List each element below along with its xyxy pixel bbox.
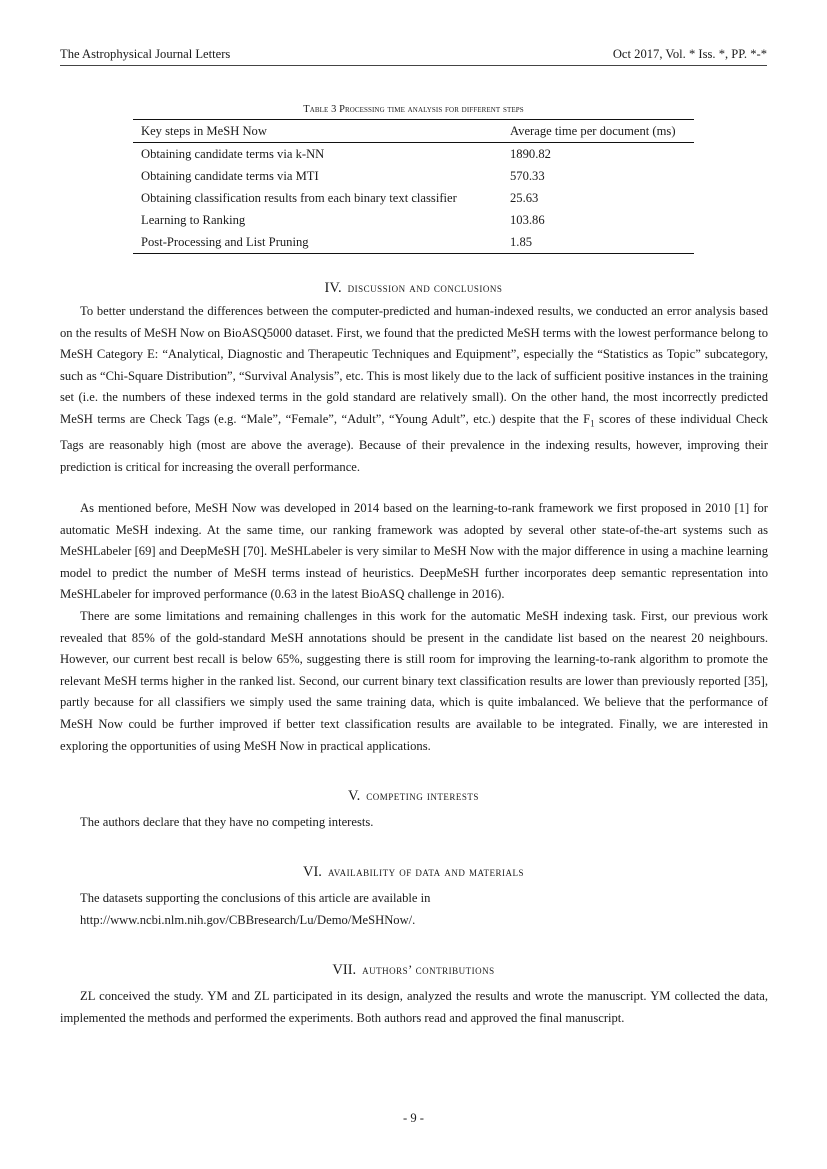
table-cell-time: 1.85 bbox=[502, 231, 694, 254]
contributions-text: ZL conceived the study. YM and ZL participated in its design, analyzed the results and wrote the manuscript. YM collected the data, implemented the methods and performed the experiments. Both authors read and approved the final manuscript. bbox=[60, 989, 768, 1025]
discussion-paragraph-2: As mentioned before, MeSH Now was developed in 2014 based on the learning-to-rank framework we first proposed in 2010 [1] for automatic MeSH indexing. At the same time, our ranking framework was adopted by several other state-of-the-art systems such as MeSHLabeler [69] and DeepMeSH [70]. MeSHLabeler is very similar to MeSH Now with the major difference in using a machine learning model to predict the number of MeSH terms instead of heuristics. DeepMeSH further incorporates deep semantic representation into MeSHLabeler for improved performance (0.63 in the latest BioASQ challenge in 2016). bbox=[60, 501, 768, 602]
subscript: 1 bbox=[590, 418, 595, 429]
table-row bbox=[133, 187, 694, 209]
page-number: - 9 - bbox=[403, 1111, 424, 1125]
running-header bbox=[60, 47, 767, 66]
section-number: VI. bbox=[303, 864, 322, 880]
section-title: discussion and conclusions bbox=[347, 281, 503, 295]
table-cell-step: Obtaining candidate terms via k-NN bbox=[141, 146, 325, 161]
availability-text bbox=[80, 888, 768, 931]
processing-time-table bbox=[133, 119, 694, 254]
section-number: V. bbox=[348, 788, 361, 804]
section-number: VII. bbox=[332, 962, 357, 978]
section-title: authors’ contributions bbox=[362, 963, 495, 977]
paragraph-text: To better understand the differences between the computer-predicted and human-indexed results, we conducted an error analysis based on the results of MeSH Now on BioASQ5000 dataset. First, we found that the predicted MeSH terms with the lowest performance belong to MeSH Category E: “Analytical, Diagnostic and Therapeutic Techniques and Equipment”, especially the “Statistics as Topic” subcategory, such as “Chi-Square Distribution”, “Survival Analysis”, etc. This is most likely due to the lack of sufficient positive instances in the training set (i.e. the numbers of these indexed terms in the gold standard are relatively small). On the other hand, the most incorrectly predicted MeSH terms are Check Tags (e.g. “Male”, “Female”, “Adult”, “Young Adult”, etc.) despite that the F bbox=[60, 304, 768, 426]
table-cell-step: Obtaining classification results from each binary text classifier bbox=[141, 190, 457, 205]
availability-line: The datasets supporting the conclusions of this article are available in bbox=[80, 891, 431, 905]
table-row bbox=[133, 209, 694, 231]
table-cell-time: 1890.82 bbox=[510, 146, 551, 161]
table-cell-step: Post-Processing and List Pruning bbox=[133, 231, 502, 254]
table-cell-time: 570.33 bbox=[510, 168, 545, 183]
section-heading-availability bbox=[0, 864, 827, 881]
column-header-step: Key steps in MeSH Now bbox=[133, 120, 502, 143]
competing-interests-text: The authors declare that they have no competing interests. bbox=[80, 815, 374, 829]
section-title: competing interests bbox=[366, 789, 479, 803]
discussion-paragraph-3: There are some limitations and remaining challenges in this work for the automatic MeSH indexing task. First, our previous work revealed that 85% of the gold-standard MeSH annotations should be present in the candidate list based on the nearest 20 neighbours. However, our current best recall is below 65%, suggesting there is still room for improving the learning-to-rank algorithm to promote the relevant MeSH terms higher in the ranked list. Second, our current binary text classification results are lower than previously reported [35], partly because for all classifiers we simply used the same training data, which is quite imbalanced. We believe that the performance of MeSH Now could be further improved if better text classification results are available to be integrated. Finally, we are interested in exploring the opportunities of using MeSH Now in practical applications. bbox=[60, 609, 768, 753]
section-title: availability of data and materials bbox=[327, 865, 524, 879]
issue-info: Oct 2017, Vol. * Iss. *, PP. *-* bbox=[612, 47, 767, 61]
section-number: IV. bbox=[324, 280, 342, 296]
table-row bbox=[133, 143, 694, 166]
table-row bbox=[133, 165, 694, 187]
table-cell-step: Obtaining candidate terms via MTI bbox=[141, 168, 319, 183]
table-cell-time: 25.63 bbox=[510, 190, 539, 205]
table-cell-step: Learning to Ranking bbox=[141, 212, 246, 227]
table-row bbox=[133, 231, 694, 254]
section-heading-contributions bbox=[0, 962, 827, 979]
discussion-paragraph-1 bbox=[60, 301, 768, 478]
table-header-row bbox=[133, 120, 694, 143]
table-cell-time: 103.86 bbox=[510, 212, 545, 227]
table-caption: Table 3 Processing time analysis for different steps bbox=[303, 104, 524, 115]
data-url-link[interactable]: http://www.ncbi.nlm.nih.gov/CBBresearch/Lu/Demo/MeSHNow/. bbox=[80, 912, 416, 927]
section-heading-competing bbox=[0, 788, 827, 805]
column-header-time: Average time per document (ms) bbox=[502, 120, 694, 143]
journal-name: The Astrophysical Journal Letters bbox=[60, 47, 231, 61]
section-heading-discussion bbox=[0, 280, 827, 297]
paragraph-text: scores of these individual Check Tags are reasonably high (most are above the average). Because of their prevalence in the indexing results, however, improving their prediction is critical for increasing the overall performance. bbox=[60, 411, 769, 474]
